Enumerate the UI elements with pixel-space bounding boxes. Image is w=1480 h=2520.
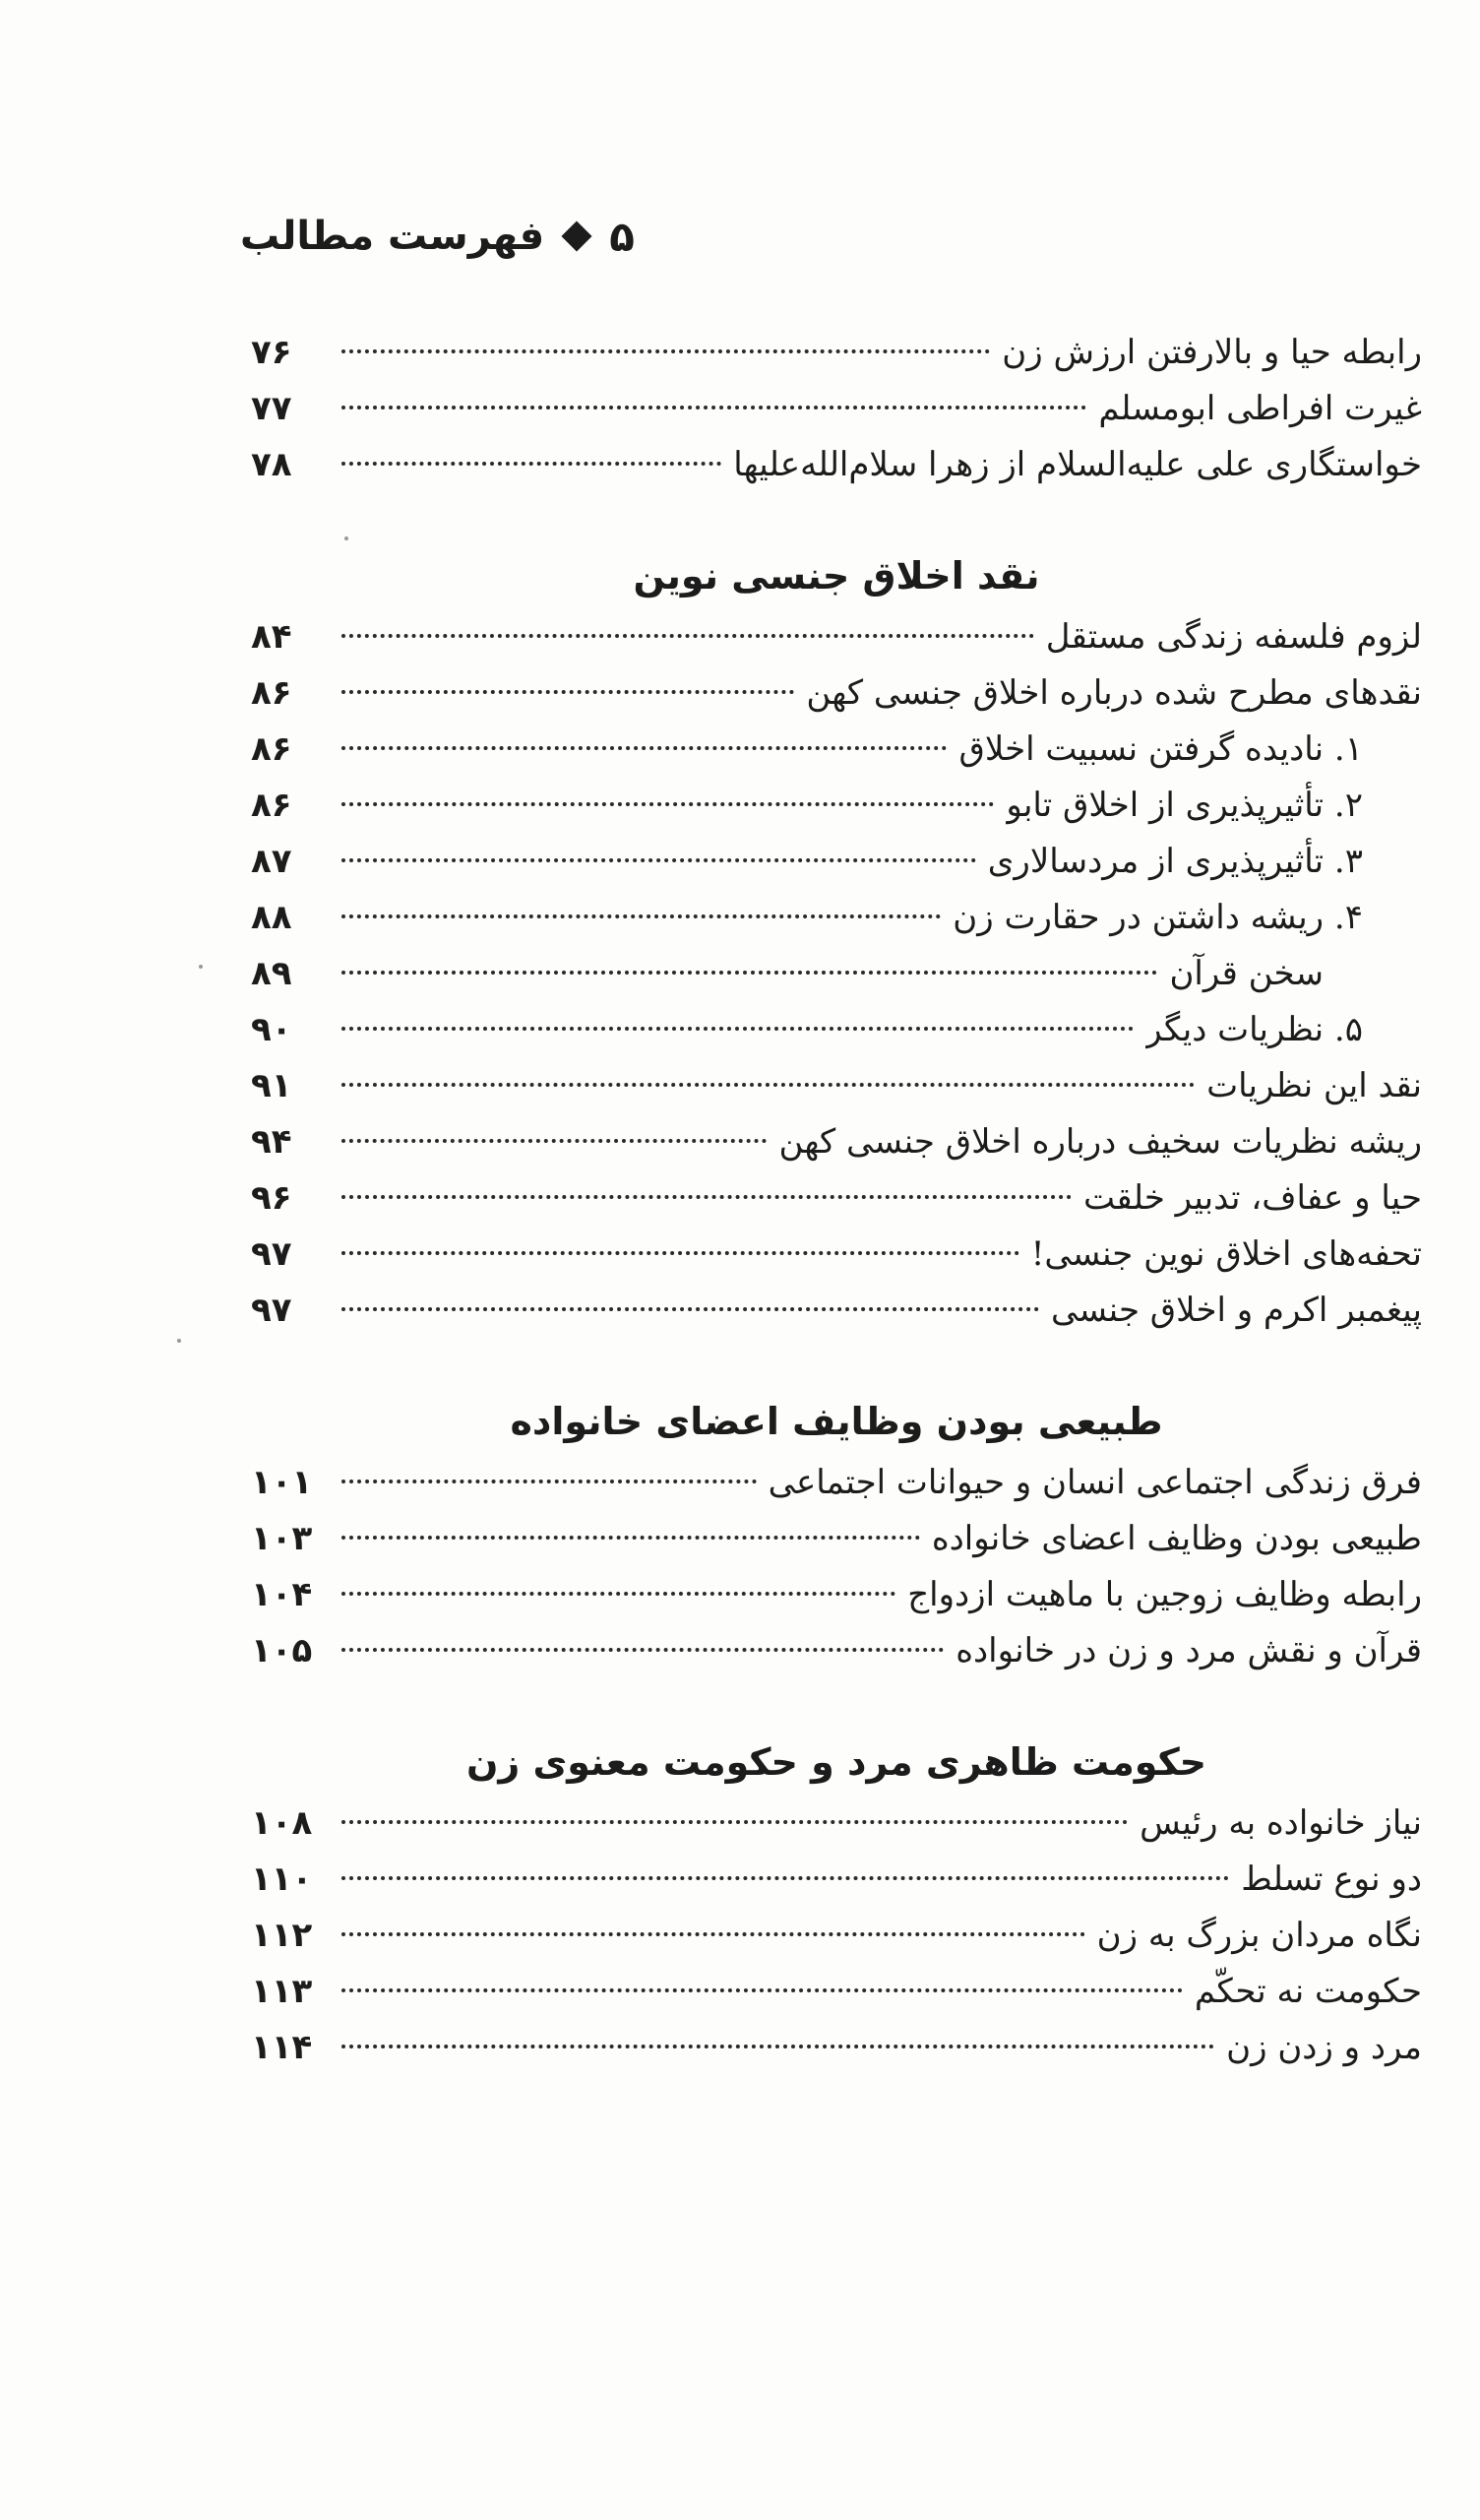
dot-leader <box>341 1480 757 1483</box>
dot-leader <box>341 1139 767 1143</box>
toc-entry-page-number: ۷۸ <box>251 445 292 484</box>
toc-entry-page-number: ۱۰۳ <box>251 1519 313 1558</box>
toc-entry <box>251 1852 1422 1908</box>
toc-entry <box>251 1623 1422 1679</box>
dot-leader <box>341 1307 1039 1311</box>
toc-entry-page-number: ۱۰۱ <box>251 1463 313 1502</box>
toc-entry-page-number: ۱۰۸ <box>251 1803 313 1843</box>
toc-entry <box>251 2020 1422 2076</box>
dot-leader <box>341 1988 1183 1992</box>
toc-entry-title: نیاز خانواده به رئیس <box>1140 1803 1422 1843</box>
toc-entry-page-number: ۹۴ <box>251 1122 292 1162</box>
dot-leader <box>341 1648 944 1652</box>
dot-leader <box>341 1932 1085 1936</box>
toc-entry-title: طبیعی بودن وظایف اعضای خانواده <box>931 1519 1422 1558</box>
dot-leader <box>341 349 990 353</box>
toc-entry-page-number: ۸۹ <box>251 954 292 993</box>
toc-entry-title: حیا و عفاف، تدبیر خلقت <box>1082 1178 1422 1218</box>
toc-entry <box>251 1283 1422 1339</box>
toc-entry <box>251 1511 1422 1567</box>
paper-speck <box>199 965 203 969</box>
toc-entry <box>251 1002 1422 1058</box>
running-header <box>240 197 635 276</box>
section-title: طبیعی بودن وظایف اعضای خانواده <box>510 1400 1163 1443</box>
dot-leader <box>341 858 976 862</box>
toc-entry-page-number: ۸۶ <box>251 673 292 713</box>
toc-entry-page-number: ۹۶ <box>251 1178 292 1218</box>
dot-leader <box>341 1536 920 1540</box>
diamond-icon <box>562 220 592 251</box>
toc-entry-page-number: ۸۸ <box>251 898 292 937</box>
dot-leader <box>341 462 721 466</box>
toc-entry-title: دو نوع تسلط <box>1241 1859 1422 1899</box>
toc-entry-title: ۵. نظریات دیگر <box>1145 1010 1363 1049</box>
dot-leader <box>341 914 941 918</box>
toc-entry <box>251 437 1422 493</box>
toc-entry-page-number: ۷۶ <box>251 333 292 372</box>
section-title: حکومت ظاهری مرد و حکومت معنوی زن <box>465 1740 1207 1784</box>
toc-entry-page-number: ۱۱۴ <box>251 2028 313 2067</box>
toc-entry <box>251 1567 1422 1623</box>
toc-entry-page-number: ۹۰ <box>251 1010 292 1049</box>
paper-speck <box>177 1339 181 1343</box>
dot-leader <box>341 406 1086 410</box>
toc-entry-title: سخن قرآن <box>1169 954 1324 993</box>
toc-entry <box>251 325 1422 381</box>
toc-entry-title: لزوم فلسفه زندگی مستقل <box>1045 617 1422 657</box>
dot-leader <box>341 971 1157 975</box>
toc-entry-page-number: ۹۱ <box>251 1066 292 1105</box>
toc-entry-page-number: ۸۶ <box>251 729 292 769</box>
dot-leader <box>341 1820 1128 1824</box>
toc-entry <box>251 609 1422 665</box>
toc-entry-title: حکومت نه تحکّم <box>1194 1972 1422 2011</box>
toc-entry <box>251 381 1422 437</box>
toc-entry-title: رابطه حیا و بالارفتن ارزش زن <box>1002 333 1422 372</box>
toc-section <box>251 1388 1422 1679</box>
dot-leader <box>341 1083 1195 1087</box>
toc-entry-title: پیغمبر اکرم و اخلاق جنسی <box>1051 1291 1422 1330</box>
toc-entry-page-number: ۸۶ <box>251 786 292 825</box>
paper-speck <box>344 536 348 540</box>
toc-entry <box>251 722 1422 778</box>
toc-entry <box>251 1908 1422 1964</box>
toc-entry <box>251 834 1422 890</box>
dot-leader <box>341 1592 895 1596</box>
toc-entry-page-number: ۱۰۴ <box>251 1575 313 1614</box>
toc-entry-title: ۴. ریشه داشتن در حقارت زن <box>953 898 1363 937</box>
toc-entry <box>251 1170 1422 1227</box>
dot-leader <box>341 1195 1072 1199</box>
header-title: فهرست مطالب <box>240 214 545 259</box>
dot-leader <box>341 1027 1134 1031</box>
toc-entry-title: تحفه‌های اخلاق نوین جنسی! <box>1030 1234 1422 1274</box>
toc-entry-title: فرق زندگی اجتماعی انسان و حیوانات اجتماعی <box>768 1463 1422 1502</box>
toc-section <box>251 325 1422 493</box>
dot-leader <box>341 802 994 806</box>
toc-entry-title: نگاه مردان بزرگ به زن <box>1096 1916 1422 1955</box>
toc-entry-title: خواستگاری علی علیه‌السلام از زهرا سلام‌الله‌علیها <box>733 445 1422 484</box>
dot-leader <box>341 746 947 750</box>
toc-entry <box>251 1114 1422 1170</box>
toc-entry <box>251 778 1422 834</box>
toc-entry-page-number: ۹۷ <box>251 1291 292 1330</box>
toc-entry-page-number: ۱۱۰ <box>251 1859 313 1899</box>
dot-leader <box>341 634 1034 638</box>
toc-entry-page-number: ۱۰۵ <box>251 1631 313 1670</box>
table-of-contents <box>251 325 1422 2076</box>
dot-leader <box>341 1876 1229 1880</box>
toc-entry-page-number: ۸۴ <box>251 617 292 657</box>
toc-entry <box>251 665 1422 722</box>
toc-entry-title: مرد و زدن زن <box>1226 2028 1422 2067</box>
toc-entry-page-number: ۸۷ <box>251 842 292 881</box>
toc-entry-page-number: ۹۷ <box>251 1234 292 1274</box>
toc-entry-title: ریشه نظریات سخیف درباره اخلاق جنسی کهن <box>778 1122 1422 1162</box>
toc-entry-title: قرآن و نقش مرد و زن در خانواده <box>956 1631 1422 1670</box>
toc-entry <box>251 890 1422 946</box>
toc-entry-title: رابطه وظایف زوجین با ماهیت ازدواج <box>907 1575 1422 1614</box>
toc-entry-title: غیرت افراطی ابومسلم <box>1098 389 1422 428</box>
toc-entry-title: ۳. تأثیرپذیری از مردسالاری <box>987 842 1363 881</box>
dot-leader <box>341 690 794 694</box>
toc-entry-title: نقد این نظریات <box>1206 1066 1422 1105</box>
toc-entry-page-number: ۱۱۲ <box>251 1916 313 1955</box>
toc-entry <box>251 946 1422 1002</box>
toc-entry <box>251 1227 1422 1283</box>
toc-entry-page-number: ۱۱۳ <box>251 1972 313 2011</box>
toc-entry-page-number: ۷۷ <box>251 389 292 428</box>
toc-entry-title: نقدهای مطرح شده درباره اخلاق جنسی کهن <box>806 673 1422 713</box>
toc-entry <box>251 1455 1422 1511</box>
toc-entry <box>251 1796 1422 1852</box>
toc-entry <box>251 1058 1422 1114</box>
section-title: نقد اخلاق جنسی نوین <box>633 554 1040 598</box>
toc-entry-title: ۲. تأثیرپذیری از اخلاق تابو <box>1006 786 1363 825</box>
toc-entry <box>251 1964 1422 2020</box>
dot-leader <box>341 1251 1019 1255</box>
header-page-number: ۵ <box>609 212 635 261</box>
toc-section <box>251 1729 1422 2076</box>
toc-section <box>251 542 1422 1339</box>
dot-leader <box>341 2045 1214 2048</box>
toc-entry-title: ۱. نادیده گرفتن نسبیت اخلاق <box>958 729 1363 769</box>
